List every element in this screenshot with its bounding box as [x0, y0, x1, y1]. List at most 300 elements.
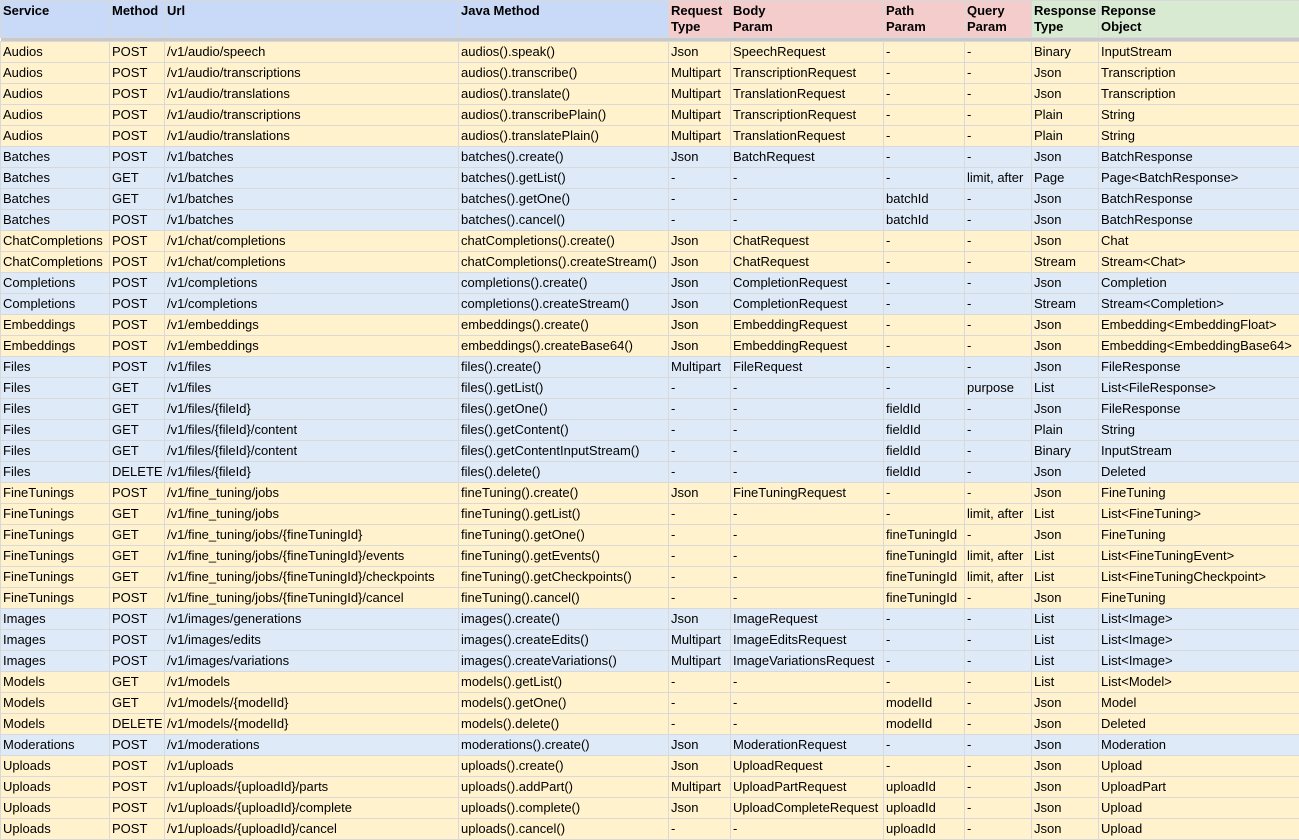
cell-request-type[interactable]: Multipart [669, 126, 731, 147]
cell-response-type[interactable]: Plain [1032, 126, 1099, 147]
cell-url[interactable]: /v1/batches [165, 189, 459, 210]
cell-method[interactable]: POST [110, 252, 165, 273]
cell-request-type[interactable]: Multipart [669, 84, 731, 105]
cell-path-param[interactable]: - [884, 147, 965, 168]
cell-method[interactable]: POST [110, 210, 165, 231]
cell-service[interactable]: Images [1, 609, 110, 630]
cell-response-object[interactable]: Completion [1099, 273, 1299, 294]
cell-query-param[interactable]: - [965, 483, 1032, 504]
cell-service[interactable]: Audios [1, 84, 110, 105]
cell-url[interactable]: /v1/files/{fileId}/content [165, 420, 459, 441]
cell-java-method[interactable]: files().getContentInputStream() [459, 441, 669, 462]
cell-query-param[interactable]: limit, after [965, 168, 1032, 189]
cell-service[interactable]: Files [1, 399, 110, 420]
cell-method[interactable]: POST [110, 609, 165, 630]
cell-response-type[interactable]: Stream [1032, 252, 1099, 273]
cell-body-param[interactable]: EmbeddingRequest [731, 315, 884, 336]
cell-java-method[interactable]: models().getOne() [459, 693, 669, 714]
cell-response-type[interactable]: Json [1032, 693, 1099, 714]
cell-path-param[interactable]: - [884, 609, 965, 630]
cell-request-type[interactable]: - [669, 189, 731, 210]
cell-method[interactable]: GET [110, 441, 165, 462]
cell-method[interactable]: POST [110, 126, 165, 147]
cell-request-type[interactable]: Multipart [669, 630, 731, 651]
cell-method[interactable]: GET [110, 168, 165, 189]
cell-query-param[interactable]: - [965, 441, 1032, 462]
cell-query-param[interactable]: - [965, 126, 1032, 147]
cell-service[interactable]: FineTunings [1, 546, 110, 567]
cell-body-param[interactable]: - [731, 399, 884, 420]
cell-response-type[interactable]: Json [1032, 399, 1099, 420]
cell-body-param[interactable]: - [731, 441, 884, 462]
cell-service[interactable]: Audios [1, 126, 110, 147]
cell-response-type[interactable]: Json [1032, 357, 1099, 378]
cell-body-param[interactable]: ChatRequest [731, 252, 884, 273]
cell-body-param[interactable]: SpeechRequest [731, 42, 884, 63]
cell-service[interactable]: FineTunings [1, 483, 110, 504]
cell-response-object[interactable]: List<Image> [1099, 609, 1299, 630]
cell-method[interactable]: GET [110, 378, 165, 399]
cell-service[interactable]: Uploads [1, 798, 110, 819]
cell-request-type[interactable]: Json [669, 147, 731, 168]
cell-url[interactable]: /v1/audio/transcriptions [165, 63, 459, 84]
cell-query-param[interactable]: - [965, 252, 1032, 273]
cell-response-object[interactable]: Deleted [1099, 714, 1299, 735]
cell-method[interactable]: POST [110, 357, 165, 378]
cell-request-type[interactable]: - [669, 819, 731, 840]
cell-service[interactable]: Images [1, 651, 110, 672]
cell-response-object[interactable]: Transcription [1099, 63, 1299, 84]
cell-path-param[interactable]: - [884, 630, 965, 651]
cell-request-type[interactable]: Json [669, 735, 731, 756]
cell-service[interactable]: Completions [1, 273, 110, 294]
cell-java-method[interactable]: files().getList() [459, 378, 669, 399]
cell-response-type[interactable]: Binary [1032, 42, 1099, 63]
cell-request-type[interactable]: Multipart [669, 651, 731, 672]
cell-request-type[interactable]: Json [669, 336, 731, 357]
cell-path-param[interactable]: batchId [884, 210, 965, 231]
cell-response-object[interactable]: UploadPart [1099, 777, 1299, 798]
cell-method[interactable]: POST [110, 336, 165, 357]
cell-body-param[interactable]: - [731, 525, 884, 546]
cell-java-method[interactable]: completions().createStream() [459, 294, 669, 315]
cell-java-method[interactable]: embeddings().create() [459, 315, 669, 336]
cell-java-method[interactable]: audios().transcribePlain() [459, 105, 669, 126]
cell-service[interactable]: Files [1, 357, 110, 378]
cell-path-param[interactable]: - [884, 735, 965, 756]
cell-service[interactable]: Moderations [1, 735, 110, 756]
cell-path-param[interactable]: - [884, 651, 965, 672]
cell-java-method[interactable]: moderations().create() [459, 735, 669, 756]
cell-query-param[interactable]: - [965, 399, 1032, 420]
cell-response-object[interactable]: List<FineTuning> [1099, 504, 1299, 525]
cell-response-type[interactable]: Json [1032, 798, 1099, 819]
cell-path-param[interactable]: - [884, 504, 965, 525]
cell-path-param[interactable]: - [884, 273, 965, 294]
header-url[interactable]: Url [165, 1, 459, 38]
cell-response-type[interactable]: Json [1032, 819, 1099, 840]
cell-response-object[interactable]: Upload [1099, 756, 1299, 777]
cell-path-param[interactable]: - [884, 483, 965, 504]
cell-response-object[interactable]: Page<BatchResponse> [1099, 168, 1299, 189]
cell-method[interactable]: GET [110, 672, 165, 693]
cell-method[interactable]: POST [110, 294, 165, 315]
header-service[interactable]: Service [1, 1, 110, 38]
cell-response-type[interactable]: List [1032, 672, 1099, 693]
cell-body-param[interactable]: ImageRequest [731, 609, 884, 630]
cell-response-object[interactable]: Upload [1099, 819, 1299, 840]
cell-java-method[interactable]: files().delete() [459, 462, 669, 483]
cell-body-param[interactable]: ImageVariationsRequest [731, 651, 884, 672]
cell-java-method[interactable]: chatCompletions().createStream() [459, 252, 669, 273]
cell-java-method[interactable]: fineTuning().create() [459, 483, 669, 504]
cell-query-param[interactable]: - [965, 609, 1032, 630]
cell-method[interactable]: POST [110, 105, 165, 126]
cell-query-param[interactable]: limit, after [965, 567, 1032, 588]
cell-method[interactable]: DELETE [110, 462, 165, 483]
cell-path-param[interactable]: - [884, 315, 965, 336]
cell-body-param[interactable]: UploadCompleteRequest [731, 798, 884, 819]
cell-url[interactable]: /v1/moderations [165, 735, 459, 756]
cell-service[interactable]: Batches [1, 189, 110, 210]
cell-request-type[interactable]: - [669, 462, 731, 483]
cell-path-param[interactable]: fineTuningId [884, 567, 965, 588]
cell-request-type[interactable]: - [669, 693, 731, 714]
cell-query-param[interactable]: - [965, 819, 1032, 840]
cell-request-type[interactable]: - [669, 168, 731, 189]
cell-request-type[interactable]: Multipart [669, 777, 731, 798]
cell-method[interactable]: POST [110, 735, 165, 756]
cell-request-type[interactable]: Json [669, 273, 731, 294]
header-method[interactable]: Method [110, 1, 165, 38]
cell-body-param[interactable]: UploadPartRequest [731, 777, 884, 798]
cell-request-type[interactable]: - [669, 714, 731, 735]
cell-method[interactable]: POST [110, 756, 165, 777]
cell-response-type[interactable]: Json [1032, 525, 1099, 546]
cell-query-param[interactable]: - [965, 588, 1032, 609]
cell-query-param[interactable]: - [965, 357, 1032, 378]
cell-response-object[interactable]: BatchResponse [1099, 189, 1299, 210]
cell-method[interactable]: GET [110, 504, 165, 525]
header-request-type[interactable]: Request Type [669, 1, 731, 38]
cell-java-method[interactable]: fineTuning().getList() [459, 504, 669, 525]
cell-url[interactable]: /v1/models/{modelId} [165, 714, 459, 735]
cell-query-param[interactable]: - [965, 147, 1032, 168]
cell-path-param[interactable]: fineTuningId [884, 546, 965, 567]
cell-url[interactable]: /v1/batches [165, 210, 459, 231]
cell-response-object[interactable]: Stream<Chat> [1099, 252, 1299, 273]
cell-body-param[interactable]: - [731, 672, 884, 693]
header-response-object[interactable]: Reponse Object [1099, 1, 1299, 38]
cell-body-param[interactable]: ImageEditsRequest [731, 630, 884, 651]
cell-query-param[interactable]: - [965, 231, 1032, 252]
cell-url[interactable]: /v1/files [165, 357, 459, 378]
cell-query-param[interactable]: - [965, 714, 1032, 735]
cell-body-param[interactable]: TranscriptionRequest [731, 63, 884, 84]
cell-url[interactable]: /v1/models [165, 672, 459, 693]
cell-query-param[interactable]: - [965, 210, 1032, 231]
cell-response-object[interactable]: List<FileResponse> [1099, 378, 1299, 399]
cell-method[interactable]: GET [110, 693, 165, 714]
cell-service[interactable]: Files [1, 441, 110, 462]
cell-url[interactable]: /v1/completions [165, 294, 459, 315]
cell-query-param[interactable]: - [965, 672, 1032, 693]
cell-method[interactable]: POST [110, 777, 165, 798]
cell-request-type[interactable]: - [669, 210, 731, 231]
cell-path-param[interactable]: - [884, 168, 965, 189]
cell-response-type[interactable]: List [1032, 609, 1099, 630]
cell-method[interactable]: GET [110, 567, 165, 588]
cell-body-param[interactable]: - [731, 546, 884, 567]
cell-response-object[interactable]: List<FineTuningCheckpoint> [1099, 567, 1299, 588]
cell-request-type[interactable]: Json [669, 315, 731, 336]
cell-url[interactable]: /v1/uploads [165, 756, 459, 777]
cell-path-param[interactable]: fieldId [884, 420, 965, 441]
cell-body-param[interactable]: ChatRequest [731, 231, 884, 252]
cell-url[interactable]: /v1/fine_tuning/jobs [165, 483, 459, 504]
cell-url[interactable]: /v1/files/{fileId}/content [165, 441, 459, 462]
cell-url[interactable]: /v1/images/generations [165, 609, 459, 630]
cell-request-type[interactable]: Json [669, 483, 731, 504]
cell-path-param[interactable]: - [884, 63, 965, 84]
cell-response-object[interactable]: FineTuning [1099, 525, 1299, 546]
cell-url[interactable]: /v1/embeddings [165, 336, 459, 357]
cell-path-param[interactable]: - [884, 336, 965, 357]
cell-java-method[interactable]: fineTuning().cancel() [459, 588, 669, 609]
cell-url[interactable]: /v1/completions [165, 273, 459, 294]
cell-method[interactable]: POST [110, 798, 165, 819]
cell-body-param[interactable]: - [731, 567, 884, 588]
cell-path-param[interactable]: - [884, 252, 965, 273]
cell-url[interactable]: /v1/audio/transcriptions [165, 105, 459, 126]
cell-service[interactable]: ChatCompletions [1, 252, 110, 273]
cell-body-param[interactable]: UploadRequest [731, 756, 884, 777]
cell-request-type[interactable]: Json [669, 798, 731, 819]
cell-response-type[interactable]: Json [1032, 588, 1099, 609]
cell-request-type[interactable]: Json [669, 252, 731, 273]
cell-path-param[interactable]: - [884, 294, 965, 315]
cell-query-param[interactable]: - [965, 189, 1032, 210]
cell-response-object[interactable]: List<Image> [1099, 630, 1299, 651]
cell-url[interactable]: /v1/uploads/{uploadId}/complete [165, 798, 459, 819]
cell-response-type[interactable]: Json [1032, 273, 1099, 294]
cell-service[interactable]: ChatCompletions [1, 231, 110, 252]
cell-java-method[interactable]: uploads().cancel() [459, 819, 669, 840]
header-response-type[interactable]: Response Type [1032, 1, 1099, 38]
cell-service[interactable]: Embeddings [1, 315, 110, 336]
cell-body-param[interactable]: - [731, 714, 884, 735]
cell-response-object[interactable]: String [1099, 105, 1299, 126]
cell-request-type[interactable]: Json [669, 231, 731, 252]
cell-java-method[interactable]: audios().speak() [459, 42, 669, 63]
cell-service[interactable]: FineTunings [1, 567, 110, 588]
cell-response-object[interactable]: FineTuning [1099, 483, 1299, 504]
cell-service[interactable]: Files [1, 378, 110, 399]
cell-response-type[interactable]: Json [1032, 735, 1099, 756]
cell-url[interactable]: /v1/batches [165, 168, 459, 189]
cell-service[interactable]: Batches [1, 147, 110, 168]
cell-url[interactable]: /v1/chat/completions [165, 231, 459, 252]
cell-query-param[interactable]: purpose [965, 378, 1032, 399]
cell-response-object[interactable]: Chat [1099, 231, 1299, 252]
cell-method[interactable]: POST [110, 630, 165, 651]
cell-request-type[interactable]: - [669, 420, 731, 441]
cell-body-param[interactable]: BatchRequest [731, 147, 884, 168]
cell-java-method[interactable]: fineTuning().getOne() [459, 525, 669, 546]
cell-path-param[interactable]: - [884, 105, 965, 126]
cell-url[interactable]: /v1/files [165, 378, 459, 399]
cell-path-param[interactable]: uploadId [884, 777, 965, 798]
cell-body-param[interactable]: FineTuningRequest [731, 483, 884, 504]
cell-method[interactable]: POST [110, 273, 165, 294]
cell-response-object[interactable]: Embedding<EmbeddingFloat> [1099, 315, 1299, 336]
cell-query-param[interactable]: - [965, 315, 1032, 336]
cell-service[interactable]: Models [1, 714, 110, 735]
cell-response-object[interactable]: InputStream [1099, 441, 1299, 462]
cell-response-type[interactable]: Plain [1032, 420, 1099, 441]
cell-method[interactable]: POST [110, 42, 165, 63]
cell-query-param[interactable]: - [965, 693, 1032, 714]
cell-response-type[interactable]: Plain [1032, 105, 1099, 126]
cell-response-type[interactable]: Json [1032, 462, 1099, 483]
cell-query-param[interactable]: - [965, 735, 1032, 756]
cell-url[interactable]: /v1/batches [165, 147, 459, 168]
cell-service[interactable]: Models [1, 693, 110, 714]
cell-service[interactable]: Batches [1, 210, 110, 231]
cell-service[interactable]: Files [1, 420, 110, 441]
cell-query-param[interactable]: - [965, 273, 1032, 294]
cell-url[interactable]: /v1/fine_tuning/jobs/{fineTuningId}/checkpoints [165, 567, 459, 588]
cell-java-method[interactable]: files().create() [459, 357, 669, 378]
cell-url[interactable]: /v1/files/{fileId} [165, 399, 459, 420]
cell-java-method[interactable]: files().getContent() [459, 420, 669, 441]
cell-response-type[interactable]: List [1032, 378, 1099, 399]
cell-request-type[interactable]: - [669, 504, 731, 525]
cell-query-param[interactable]: - [965, 462, 1032, 483]
cell-response-object[interactable]: List<FineTuningEvent> [1099, 546, 1299, 567]
cell-method[interactable]: GET [110, 546, 165, 567]
cell-query-param[interactable]: - [965, 336, 1032, 357]
cell-service[interactable]: Uploads [1, 819, 110, 840]
cell-method[interactable]: GET [110, 399, 165, 420]
cell-java-method[interactable]: audios().transcribe() [459, 63, 669, 84]
cell-java-method[interactable]: audios().translatePlain() [459, 126, 669, 147]
cell-response-object[interactable]: String [1099, 126, 1299, 147]
cell-body-param[interactable]: - [731, 189, 884, 210]
cell-request-type[interactable]: - [669, 378, 731, 399]
cell-java-method[interactable]: chatCompletions().create() [459, 231, 669, 252]
cell-response-type[interactable]: Json [1032, 714, 1099, 735]
cell-request-type[interactable]: - [669, 672, 731, 693]
cell-url[interactable]: /v1/audio/translations [165, 126, 459, 147]
cell-url[interactable]: /v1/fine_tuning/jobs/{fineTuningId} [165, 525, 459, 546]
cell-response-type[interactable]: Json [1032, 777, 1099, 798]
cell-method[interactable]: POST [110, 819, 165, 840]
cell-body-param[interactable]: FileRequest [731, 357, 884, 378]
cell-path-param[interactable]: fieldId [884, 462, 965, 483]
cell-response-type[interactable]: Json [1032, 756, 1099, 777]
cell-response-object[interactable]: Stream<Completion> [1099, 294, 1299, 315]
cell-body-param[interactable]: - [731, 168, 884, 189]
cell-java-method[interactable]: uploads().complete() [459, 798, 669, 819]
cell-method[interactable]: POST [110, 147, 165, 168]
cell-response-type[interactable]: List [1032, 504, 1099, 525]
cell-java-method[interactable]: audios().translate() [459, 84, 669, 105]
cell-query-param[interactable]: - [965, 42, 1032, 63]
cell-body-param[interactable]: CompletionRequest [731, 294, 884, 315]
cell-service[interactable]: Completions [1, 294, 110, 315]
cell-url[interactable]: /v1/embeddings [165, 315, 459, 336]
cell-java-method[interactable]: embeddings().createBase64() [459, 336, 669, 357]
cell-path-param[interactable]: - [884, 378, 965, 399]
cell-request-type[interactable]: Json [669, 42, 731, 63]
cell-url[interactable]: /v1/fine_tuning/jobs/{fineTuningId}/cancel [165, 588, 459, 609]
cell-path-param[interactable]: - [884, 357, 965, 378]
cell-request-type[interactable]: Multipart [669, 357, 731, 378]
cell-path-param[interactable]: - [884, 756, 965, 777]
cell-method[interactable]: DELETE [110, 714, 165, 735]
cell-java-method[interactable]: uploads().create() [459, 756, 669, 777]
cell-method[interactable]: GET [110, 189, 165, 210]
cell-response-object[interactable]: Model [1099, 693, 1299, 714]
cell-response-object[interactable]: BatchResponse [1099, 147, 1299, 168]
header-path-param[interactable]: Path Param [884, 1, 965, 38]
cell-path-param[interactable]: fineTuningId [884, 525, 965, 546]
cell-body-param[interactable]: - [731, 210, 884, 231]
cell-response-object[interactable]: InputStream [1099, 42, 1299, 63]
cell-path-param[interactable]: batchId [884, 189, 965, 210]
cell-java-method[interactable]: files().getOne() [459, 399, 669, 420]
cell-response-object[interactable]: Deleted [1099, 462, 1299, 483]
cell-path-param[interactable]: - [884, 672, 965, 693]
cell-url[interactable]: /v1/files/{fileId} [165, 462, 459, 483]
cell-service[interactable]: Images [1, 630, 110, 651]
cell-query-param[interactable]: - [965, 798, 1032, 819]
cell-request-type[interactable]: - [669, 525, 731, 546]
cell-body-param[interactable]: ModerationRequest [731, 735, 884, 756]
cell-response-type[interactable]: Json [1032, 63, 1099, 84]
cell-url[interactable]: /v1/chat/completions [165, 252, 459, 273]
cell-body-param[interactable]: - [731, 693, 884, 714]
header-query-param[interactable]: Query Param [965, 1, 1032, 38]
cell-service[interactable]: Files [1, 462, 110, 483]
cell-method[interactable]: GET [110, 525, 165, 546]
cell-url[interactable]: /v1/images/variations [165, 651, 459, 672]
cell-path-param[interactable]: fieldId [884, 441, 965, 462]
cell-query-param[interactable]: limit, after [965, 546, 1032, 567]
cell-body-param[interactable]: TranslationRequest [731, 126, 884, 147]
cell-service[interactable]: FineTunings [1, 588, 110, 609]
cell-query-param[interactable]: - [965, 63, 1032, 84]
cell-request-type[interactable]: - [669, 546, 731, 567]
cell-body-param[interactable]: - [731, 819, 884, 840]
cell-response-object[interactable]: BatchResponse [1099, 210, 1299, 231]
cell-method[interactable]: POST [110, 63, 165, 84]
cell-java-method[interactable]: images().create() [459, 609, 669, 630]
cell-service[interactable]: FineTunings [1, 525, 110, 546]
cell-java-method[interactable]: uploads().addPart() [459, 777, 669, 798]
header-body-param[interactable]: Body Param [731, 1, 884, 38]
cell-request-type[interactable]: Multipart [669, 63, 731, 84]
cell-response-type[interactable]: List [1032, 630, 1099, 651]
cell-query-param[interactable]: - [965, 294, 1032, 315]
cell-java-method[interactable]: batches().getList() [459, 168, 669, 189]
cell-java-method[interactable]: images().createVariations() [459, 651, 669, 672]
cell-response-type[interactable]: Json [1032, 84, 1099, 105]
cell-path-param[interactable]: uploadId [884, 798, 965, 819]
cell-request-type[interactable]: Json [669, 756, 731, 777]
cell-java-method[interactable]: batches().create() [459, 147, 669, 168]
